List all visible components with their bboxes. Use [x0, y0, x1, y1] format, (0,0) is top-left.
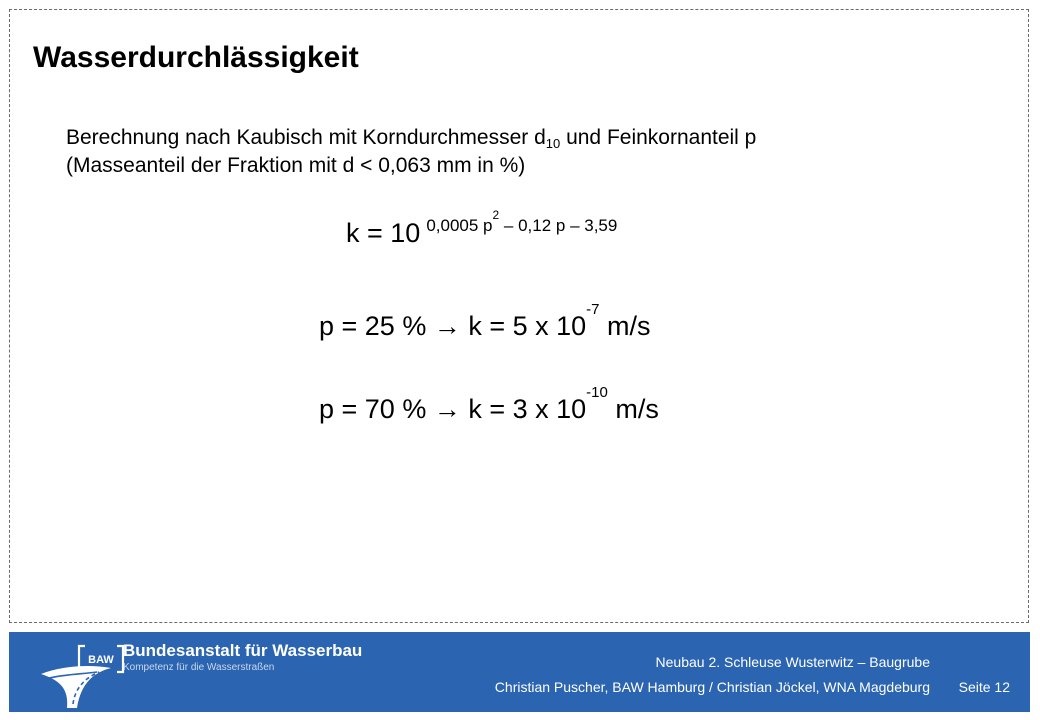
baw-logo-icon — [37, 638, 127, 710]
result-p70-unit: m/s — [607, 394, 659, 424]
formula-exponent — [426, 208, 618, 235]
org-tagline: Kompetenz für die Wasserstraßen — [123, 662, 275, 673]
authors-line: Christian Puscher, BAW Hamburg / Christian Jöckel, WNA Magdeburg — [494, 679, 930, 695]
result-p70-text: p = 70 % → k = 3 x 10 — [319, 394, 587, 424]
formula-exponent-part1: 0,0005 p — [426, 216, 493, 235]
formula-exponent-part2: – 0,12 p – 3,59 — [499, 216, 618, 235]
intro-line2: (Masseanteil der Fraktion mit d < 0,063 mm in %) — [66, 154, 526, 177]
result-p70 — [319, 384, 659, 424]
intro-line1-subscript: 10 — [545, 136, 561, 151]
result-p70-exponent: -10 — [586, 384, 608, 401]
intro-text — [66, 124, 986, 180]
footer-bar — [9, 632, 1030, 712]
result-p25-unit: m/s — [599, 311, 651, 341]
org-name: Bundesanstalt für Wasserbau — [123, 641, 363, 660]
project-title: Neubau 2. Schleuse Wusterwitz – Baugrube — [655, 654, 930, 670]
result-p25 — [319, 301, 651, 341]
intro-line1-start: Berechnung nach Kaubisch mit Korndurchmesser d — [66, 126, 546, 149]
page-number: Seite 12 — [958, 679, 1010, 695]
slide-title: Wasserdurchlässigkeit — [33, 41, 359, 74]
logo-text: BAW — [88, 654, 114, 666]
formula-exponent-square: 2 — [492, 208, 500, 223]
formula-base: k = 10 — [346, 218, 421, 248]
intro-line1-end: und Feinkornanteil p — [560, 126, 757, 149]
kaubisch-formula — [346, 208, 618, 248]
result-p25-text: p = 25 % → k = 5 x 10 — [319, 311, 587, 341]
result-p25-exponent: -7 — [586, 301, 600, 318]
